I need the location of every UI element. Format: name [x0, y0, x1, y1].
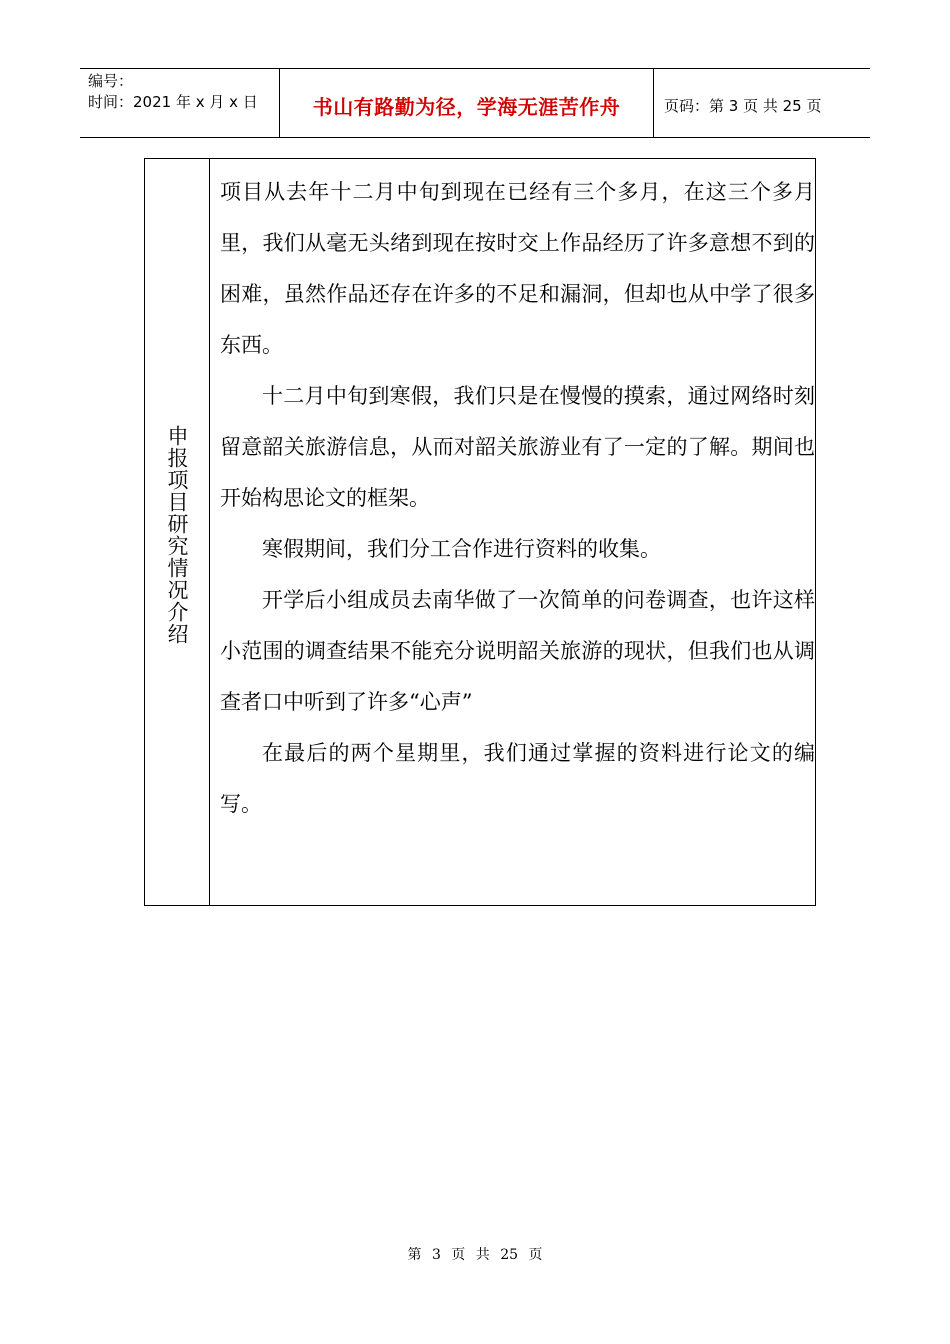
header-page-info: 页码：第 3 页 共 25 页 [664, 96, 822, 115]
content-cell [210, 159, 815, 905]
project-table [144, 158, 816, 906]
document-date: 时间：2021 年 x 月 x 日 [88, 93, 258, 111]
row-label-cell [145, 159, 210, 905]
paragraph: 十二月中旬到寒假，我们只是在慢慢的摸索，通过网络时刻留意韶关旅游信息，从而对韶关旅游业有了一定的了解。期间也开始构思论文的框架。 [220, 384, 815, 510]
row-label: 申报项目研究情况介绍 [165, 425, 189, 645]
header-meta [80, 69, 280, 137]
paragraph: 寒假期间，我们分工合作进行资料的收集。 [262, 537, 661, 561]
paragraph: 项目从去年十二月中旬到现在已经有三个多月，在这三个多月里，我们从毫无头绪到现在按时交上作品经历了许多意想不到的困难，虽然作品还存在许多的不足和漏洞，但却也从中学了很多东西。 [220, 180, 815, 357]
header-motto: 书山有路勤为径，学海无涯苦作舟 [280, 69, 654, 137]
page-header [80, 68, 870, 138]
paragraph: 在最后的两个星期里，我们通过掌握的资料进行论文的编写。 [220, 741, 815, 816]
document-number-label: 编号： [88, 72, 134, 90]
paragraph: 开学后小组成员去南华做了一次简单的问卷调查，也许这样小范围的调查结果不能充分说明韶关旅游的现状，但我们也从调查者口中听到了许多“心声” [220, 588, 815, 714]
page-footer: 第 3 页 共 25 页 [407, 1247, 543, 1263]
